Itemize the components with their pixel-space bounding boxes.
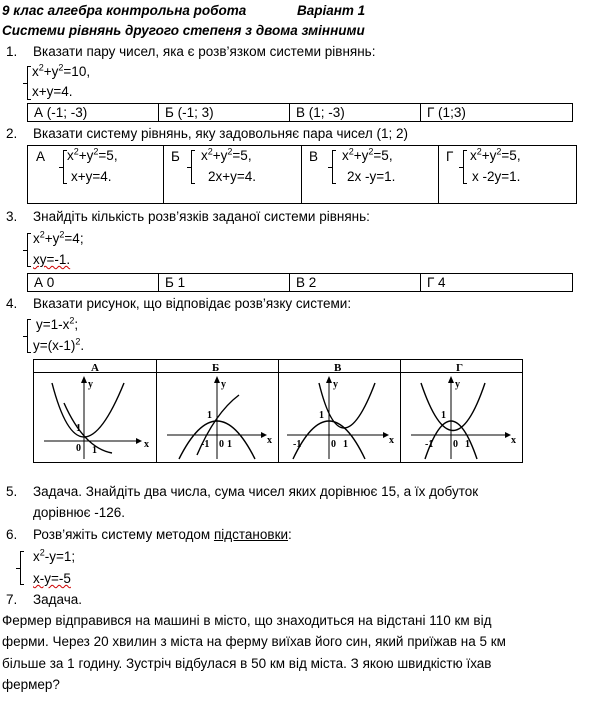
svg-text:0: 0 xyxy=(331,439,336,450)
q2-option-b-letter[interactable]: Б xyxy=(171,149,180,164)
q3-text: Знайдіть кількість розв’язків заданої системи рівнянь: xyxy=(33,209,370,224)
q2-option-d-letter[interactable]: Г xyxy=(446,149,454,164)
q3-eq1: $x^2+y^2=4$; xyxy=(33,229,84,246)
figure-label-c[interactable]: В xyxy=(334,362,342,374)
q3-option-c[interactable]: В 2 xyxy=(290,274,421,292)
q1-option-b[interactable]: Б (-1; 3) xyxy=(159,104,290,122)
q2-option-a-letter[interactable]: А xyxy=(36,149,46,164)
svg-text:y: y xyxy=(88,379,93,390)
q4-eq1: $y=1-x^2$; xyxy=(36,315,79,332)
q2-option-a-eq2: x+y=4. xyxy=(71,169,112,184)
q4-text: Вказати рисунок, що відповідає розв’язку системи: xyxy=(33,296,352,311)
q2-option-d-eq2: x -2y=1. xyxy=(472,169,521,184)
q5-text-line2: дорівнює -126. xyxy=(33,505,126,520)
q5-number: 5. xyxy=(6,484,18,499)
svg-text:1: 1 xyxy=(343,439,348,450)
variant-label: Варіант 1 xyxy=(297,3,366,18)
q1-option-c[interactable]: В (1; -3) xyxy=(290,104,421,122)
q3-eq2 xyxy=(33,252,70,267)
svg-text:y: y xyxy=(221,379,226,390)
q2-option-d-eq1: $x^2+y^2=5$, xyxy=(470,146,521,163)
q2-option-a-brace xyxy=(63,150,64,184)
svg-text:-1: -1 xyxy=(293,439,302,450)
q7-line-1: Фермер відправився на машині в місто, що знаходиться на відстані 110 км від xyxy=(2,613,492,628)
q7-title: Задача. xyxy=(33,592,83,607)
svg-text:1: 1 xyxy=(92,445,97,456)
svg-text:x: x xyxy=(389,435,394,446)
q4-eq2: $y=(x-1)^2$. xyxy=(33,336,85,353)
q3-brace xyxy=(27,233,28,267)
svg-text:1: 1 xyxy=(441,410,446,421)
svg-text:0: 0 xyxy=(219,439,224,450)
svg-text:1: 1 xyxy=(207,410,212,421)
q3-option-a[interactable]: А 0 xyxy=(28,274,159,292)
q2-number: 2. xyxy=(6,126,18,141)
svg-text:-1: -1 xyxy=(201,439,210,450)
q2-option-c-brace xyxy=(332,150,333,184)
q2-option-d-brace xyxy=(463,150,464,184)
figure-b-graph[interactable] xyxy=(157,373,279,461)
svg-text:0: 0 xyxy=(453,439,458,450)
q2-option-b-eq1: $x^2+y^2=5$, xyxy=(201,146,252,163)
q2-text: Вказати систему рівнянь, яку задовольняє пара чисел (1; 2) xyxy=(33,126,408,141)
page-subtitle: Системи рівнянь другого степеня з двома змінними xyxy=(2,23,365,38)
svg-text:1: 1 xyxy=(227,439,232,450)
svg-text:-1: -1 xyxy=(425,439,434,450)
svg-text:1: 1 xyxy=(76,423,81,434)
svg-text:x: x xyxy=(511,435,516,446)
figure-d-graph[interactable] xyxy=(401,373,523,461)
figure-label-b[interactable]: Б xyxy=(212,362,220,374)
q2-option-b-brace xyxy=(191,150,192,184)
q3-eq2-text: xy=-1. xyxy=(33,252,71,267)
q1-brace xyxy=(27,66,28,100)
q2-option-c-eq2: 2x -y=1. xyxy=(347,169,396,184)
svg-text:1: 1 xyxy=(319,410,324,421)
q2-option-a-eq1: $x^2+y^2=5$, xyxy=(67,146,118,163)
q4-number: 4. xyxy=(6,296,18,311)
q6-text-a: Розв’яжіть систему методом xyxy=(33,527,214,542)
q2-option-c-letter[interactable]: В xyxy=(309,149,319,164)
q1-options xyxy=(27,103,573,122)
q6-text-method: підстановки xyxy=(213,527,289,542)
figure-label-d[interactable]: Г xyxy=(456,362,463,374)
q4-figure-panel xyxy=(33,359,523,463)
q3-options xyxy=(27,273,573,292)
q3-option-b[interactable]: Б 1 xyxy=(159,274,290,292)
q3-number: 3. xyxy=(6,209,18,224)
q6-eq2 xyxy=(33,571,71,586)
page-title: 9 клас алгебра контрольна робота xyxy=(2,3,247,18)
q5-text: Задача. Знайдіть два числа, сума чисел яких дорівнює 15, а їх добуток xyxy=(33,484,479,499)
svg-text:y: y xyxy=(333,379,338,390)
q7-line-2: ферми. Через 20 хвилин з міста на ферму виїхав його син, який приїжав на 5 км xyxy=(2,634,506,649)
q6-brace xyxy=(20,551,21,585)
figure-a-graph[interactable] xyxy=(34,373,156,461)
q2-option-b-eq2: 2x+y=4. xyxy=(208,169,257,184)
q1-eq1: $x^2+y^2=10$, xyxy=(32,62,91,79)
q6-text xyxy=(33,527,292,542)
svg-text:x: x xyxy=(267,435,272,446)
svg-text:y: y xyxy=(455,379,460,390)
q4-brace xyxy=(27,319,28,353)
svg-text:x: x xyxy=(144,439,149,450)
q7-number: 7. xyxy=(6,592,18,607)
q2-option-c-eq1: $x^2+y^2=5$, xyxy=(342,146,393,163)
q1-eq2: x+y=4. xyxy=(32,84,73,99)
q1-option-a[interactable]: А (-1; -3) xyxy=(28,104,159,122)
svg-text:1: 1 xyxy=(465,439,470,450)
svg-text:0: 0 xyxy=(76,443,81,454)
q6-eq1: $x^2-y=1$; xyxy=(33,547,76,564)
figure-label-a[interactable]: А xyxy=(91,362,99,374)
q7-line-4: фермер? xyxy=(2,677,60,692)
q1-number: 1. xyxy=(6,44,18,59)
q1-text: Вказати пару чисел, яка є розв’язком системи рівнянь: xyxy=(33,44,376,59)
q6-text-colon: : xyxy=(288,527,292,542)
q1-option-d[interactable]: Г (1;3) xyxy=(421,104,573,122)
q3-option-d[interactable]: Г 4 xyxy=(421,274,573,292)
q7-line-3: більше за 1 годину. Зустріч відбулася в 50 км від міста. З якою швидкістю їхав xyxy=(2,656,492,671)
q6-eq2-text: x-y=-5 xyxy=(33,571,71,586)
figure-c-graph[interactable] xyxy=(279,373,401,461)
q6-number: 6. xyxy=(6,527,18,542)
